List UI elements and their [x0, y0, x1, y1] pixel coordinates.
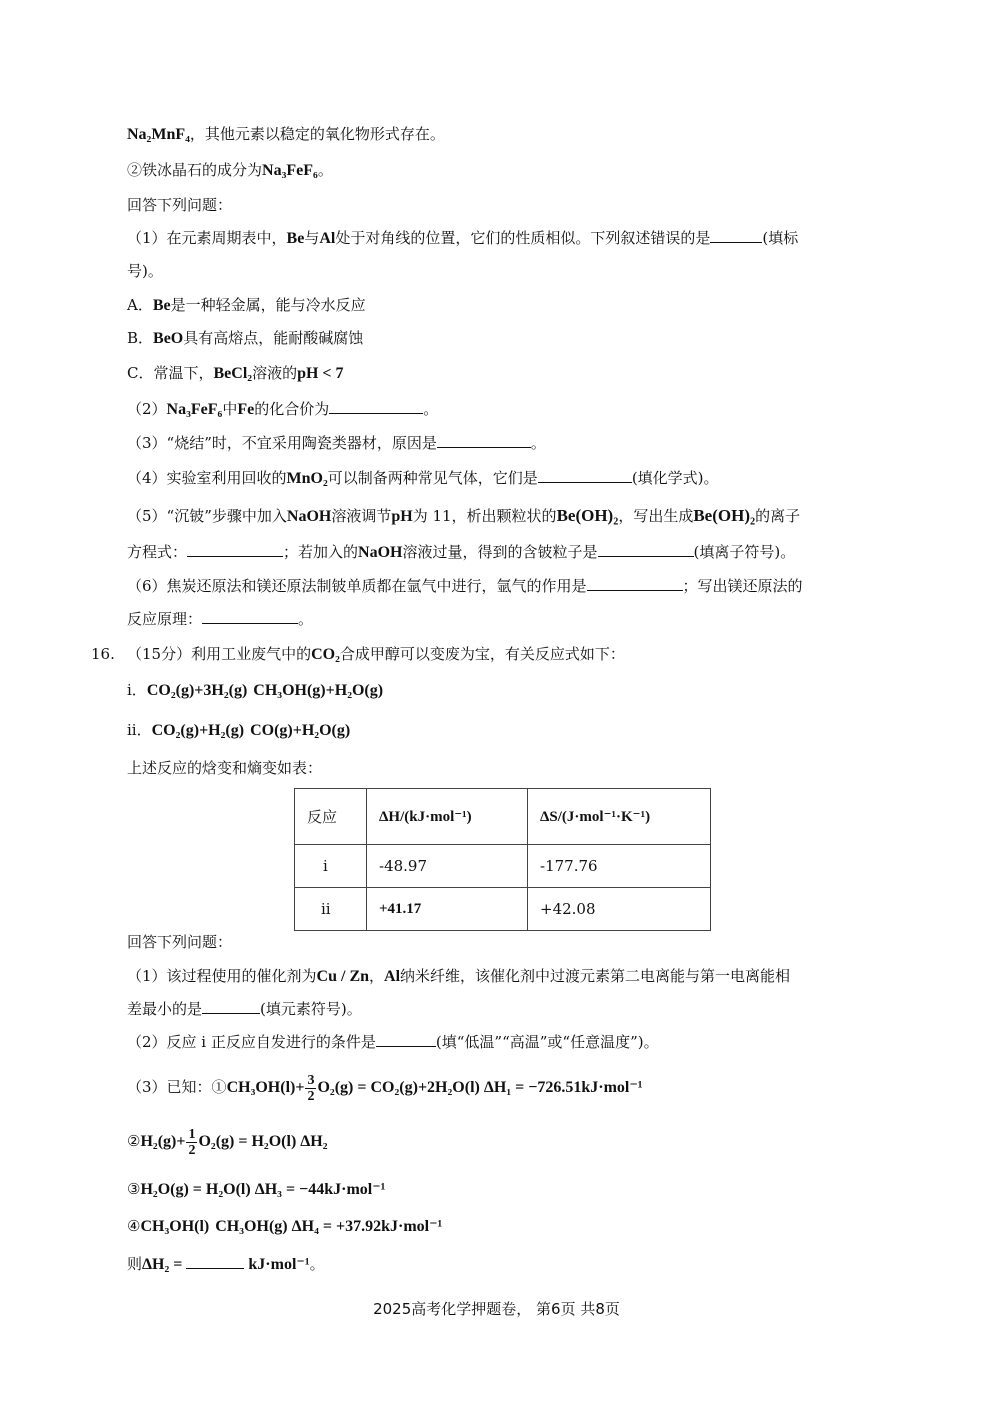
text: （1）该过程使用的催化剂为 — [127, 967, 317, 985]
text: （5）“沉铍”步骤中加入 — [127, 507, 287, 525]
formula: Cu / Zn — [316, 968, 370, 985]
table-cell: +42.08 — [528, 888, 711, 931]
circled-number: ② — [127, 1132, 141, 1150]
text-line: 号)。 — [127, 262, 163, 280]
answer-blank[interactable] — [376, 1032, 436, 1047]
formula: MnO₂ — [286, 470, 328, 487]
circled-number: ① — [211, 1078, 227, 1096]
question-16 — [91, 644, 625, 665]
text: 处于对角线的位置，它们的性质相似。下列叙述错误的是 — [335, 229, 711, 247]
circled-number: ③ — [127, 1180, 141, 1198]
part-1-cont — [127, 999, 362, 1019]
option-c — [127, 363, 344, 384]
text: 溶液过量，得到的含铍粒子是 — [402, 543, 598, 561]
text: 具有高熔点，能耐酸碱腐蚀 — [183, 329, 364, 347]
text: (填化学式)。 — [631, 469, 719, 487]
text: 的离子 — [755, 507, 801, 525]
text: B． — [127, 329, 154, 347]
table-cell: ii — [295, 888, 367, 931]
formula: Be — [152, 297, 171, 314]
text: （1）在元素周期表中， — [127, 229, 287, 247]
denominator: 2 — [307, 1088, 315, 1104]
formula: Be — [286, 230, 305, 247]
question-5-cont — [127, 542, 795, 563]
part-2 — [127, 1032, 659, 1052]
eq2 — [127, 1126, 328, 1158]
formula: Be(OH)₂ — [556, 506, 619, 525]
answer-blank[interactable] — [538, 468, 632, 483]
question-5 — [127, 506, 800, 527]
answer-blank[interactable] — [710, 228, 762, 243]
numerator: 3 — [307, 1072, 315, 1088]
text: 溶液的 — [252, 364, 298, 382]
answer-blank[interactable] — [437, 433, 531, 448]
table-cell: i — [295, 845, 367, 888]
formula: CO₂(g)+H₂(g) — [151, 722, 245, 739]
question-6-cont — [127, 609, 313, 629]
text: 合成甲醇可以变废为宝，有关反应式如下： — [339, 645, 625, 663]
reaction-i — [127, 680, 383, 701]
answer-blank[interactable] — [202, 999, 260, 1014]
fraction — [305, 1073, 316, 1104]
table-header: ΔS/(J·mol⁻¹·K⁻¹) — [528, 789, 711, 845]
table-row — [295, 845, 711, 888]
text: 溶液调节 — [331, 507, 392, 525]
page-footer: 2025高考化学押题卷， 第6页 共8页 — [373, 1300, 620, 1318]
answer-blank[interactable] — [329, 399, 423, 414]
formula: CO₂(g)+3H₂(g) — [146, 682, 248, 699]
circled-number: ④ — [127, 1217, 141, 1235]
text: 与 — [304, 229, 320, 247]
table-cell: -177.76 — [528, 845, 711, 888]
formula: O₂(g) = CO₂(g)+2H₂O(l) ΔH₁ = −726.51kJ·mol⁻¹ — [317, 1079, 643, 1096]
text: A． — [127, 296, 153, 314]
question-6 — [127, 576, 803, 596]
option-a — [127, 295, 366, 316]
text: C．常温下， — [127, 364, 214, 382]
answer-blank[interactable] — [186, 1254, 244, 1269]
formula: Al — [319, 230, 336, 247]
text-line: 回答下列问题： — [127, 933, 233, 951]
formula: ΔH₂ = — [142, 1256, 183, 1273]
formula: CH₃OH(l)+ — [226, 1079, 305, 1096]
formula: Na₃FeF₆ — [166, 401, 223, 418]
formula: pH — [391, 508, 413, 525]
text: ，写出生成 — [618, 507, 694, 525]
text-line — [127, 160, 333, 181]
text: 的化合价为 — [254, 400, 330, 418]
text: 中 — [222, 400, 238, 418]
formula: BeCl₂ — [213, 365, 253, 382]
formula: Na₂MnF₄ — [127, 126, 190, 143]
question-4 — [127, 468, 719, 489]
formula: BeO — [153, 330, 184, 347]
eq4 — [127, 1216, 442, 1237]
answer-blank[interactable] — [202, 609, 298, 624]
text: ；若加入的 — [283, 543, 359, 561]
text: 反应原理： — [127, 610, 203, 628]
formula: Al — [384, 968, 401, 985]
formula: NaOH — [358, 544, 403, 561]
text: 铁冰晶石的成分为 — [142, 161, 263, 179]
text: (填元素符号)。 — [260, 1000, 362, 1018]
table-cell: +41.17 — [367, 888, 528, 931]
formula: pH < 7 — [297, 365, 344, 382]
formula: NaOH — [286, 508, 332, 525]
fraction — [186, 1127, 197, 1158]
question-number: 16. — [91, 645, 115, 663]
text: （2）反应 i 正反应自发进行的条件是 — [127, 1033, 376, 1051]
text: ，其他元素以稳定的氧化物形式存在。 — [189, 125, 445, 143]
question-3 — [127, 433, 546, 453]
text: （2） — [127, 400, 167, 418]
text: 为 11，析出颗粒状的 — [412, 507, 557, 525]
text: （3）“烧结”时，不宜采用陶瓷类器材，原因是 — [127, 434, 437, 452]
text: i． — [127, 681, 147, 699]
text: 。 — [530, 434, 546, 452]
text: 。 — [309, 1255, 325, 1273]
denominator: 2 — [188, 1142, 196, 1158]
text: 。 — [423, 400, 439, 418]
formula: Be(OH)₂ — [693, 506, 756, 525]
option-b — [127, 328, 363, 349]
formula: H₂(g)+ — [140, 1133, 186, 1150]
text: 纳米纤维，该催化剂中过渡元素第二电离能与第一电离能相 — [400, 967, 791, 985]
table-row — [295, 888, 711, 931]
eq3 — [127, 1179, 385, 1200]
text-line: 上述反应的焓变和熵变如表： — [127, 759, 323, 777]
final-answer-line — [127, 1254, 325, 1275]
text: ， — [369, 967, 385, 985]
text: 方程式： — [127, 543, 188, 561]
formula: CH₃OH(l) — [140, 1218, 210, 1235]
question-2 — [127, 399, 438, 420]
text-line — [127, 124, 445, 145]
text: 。 — [317, 161, 333, 179]
part-3-eq1 — [127, 1072, 643, 1104]
enthalpy-entropy-table — [294, 788, 711, 931]
formula: CO(g)+H₂O(g) — [250, 722, 351, 739]
text: 是一种轻金属，能与冷水反应 — [170, 296, 366, 314]
numerator: 1 — [188, 1126, 196, 1142]
table-cell: -48.97 — [367, 845, 528, 888]
text: (填标 — [762, 229, 799, 247]
formula: kJ·mol⁻¹ — [248, 1256, 310, 1273]
question-1 — [127, 228, 798, 249]
text: ；写出镁还原法的 — [682, 577, 803, 595]
text: （3）已知： — [127, 1078, 212, 1096]
table-header-row — [295, 789, 711, 845]
text: 则 — [127, 1255, 143, 1273]
text: (填“低温”“高温”或“任意温度”)。 — [435, 1033, 659, 1051]
text: 。 — [298, 610, 314, 628]
text: (填离子符号)。 — [693, 543, 796, 561]
table-header: ΔH/(kJ·mol⁻¹) — [367, 789, 528, 845]
text-line: 回答下列问题： — [127, 196, 233, 214]
formula: O₂(g) = H₂O(l) ΔH₂ — [198, 1133, 328, 1150]
formula: CH₃OH(g) ΔH₄ = +37.92kJ·mol⁻¹ — [215, 1218, 443, 1235]
formula: H₂O(g) = H₂O(l) ΔH₃ = −44kJ·mol⁻¹ — [140, 1181, 386, 1198]
text: 可以制备两种常见气体，它们是 — [327, 469, 538, 487]
text: （15分）利用工业废气中的 — [127, 645, 312, 663]
formula: Na₃FeF₆ — [262, 162, 318, 179]
text: （6）焦炭还原法和镁还原法制铍单质都在氩气中进行，氩气的作用是 — [127, 577, 587, 595]
answer-blank[interactable] — [187, 542, 283, 557]
circled-number: ② — [127, 161, 143, 179]
part-1 — [127, 966, 790, 987]
answer-blank[interactable] — [587, 576, 683, 591]
answer-blank[interactable] — [598, 542, 694, 557]
formula: Fe — [237, 401, 255, 418]
text: （4）实验室利用回收的 — [127, 469, 287, 487]
text: ii． — [127, 721, 152, 739]
formula: CH₃OH(g)+H₂O(g) — [253, 682, 384, 699]
text: 差最小的是 — [127, 1000, 203, 1018]
reaction-ii — [127, 720, 350, 741]
table-header: 反应 — [295, 789, 367, 845]
formula: CO₂ — [311, 646, 340, 663]
